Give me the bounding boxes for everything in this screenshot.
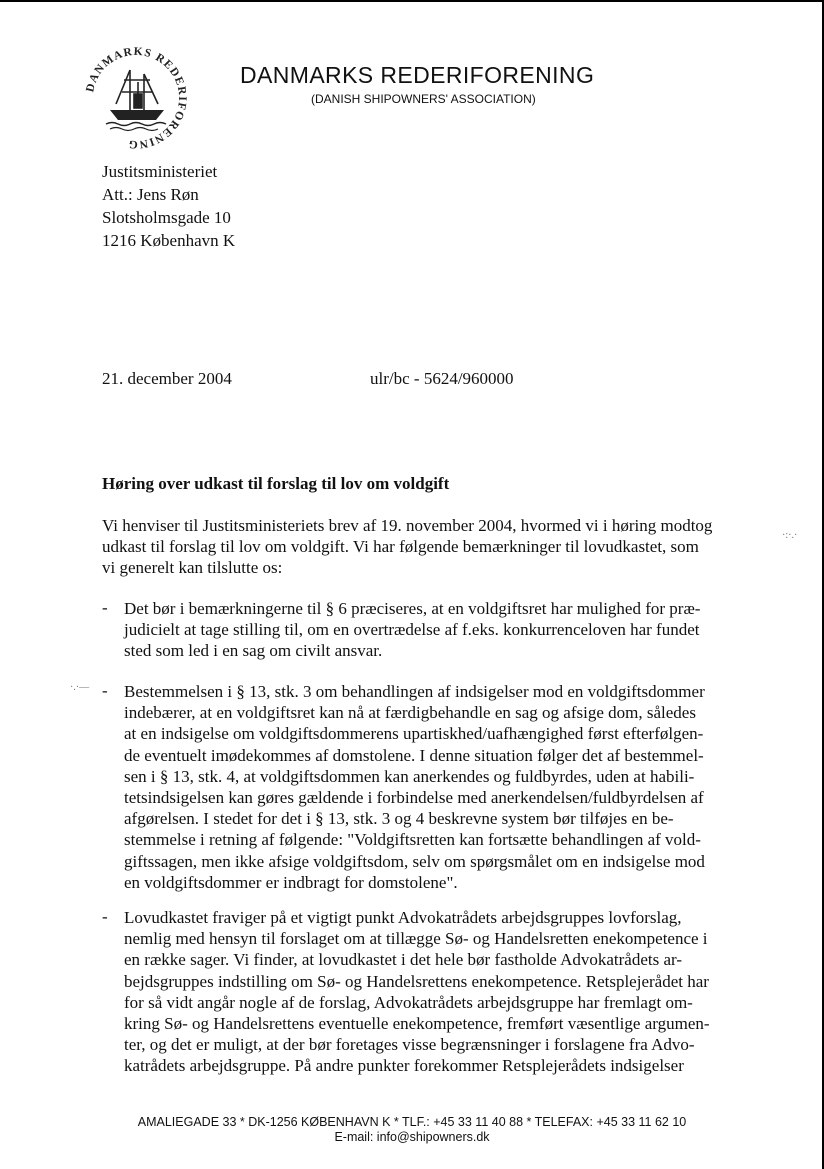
text-line: vi generelt kan tilslutte os:: [102, 558, 283, 578]
footer-email: E-mail: info@shipowners.dk: [334, 1130, 490, 1144]
text-line: Bestemmelsen i § 13, stk. 3 om behandlingen af indsigelser mod en voldgiftsdommer: [124, 682, 705, 701]
text-line: de eventuelt imødekommes af domstolene. I denne situation følger det af bestemmel-: [124, 745, 704, 765]
text-line: Lovudkastet fraviger på et vigtigt punkt Advokatrådets arbejdsgruppes lovforslag,: [124, 908, 682, 927]
organization-name: DANMARKS REDERIFORENING: [240, 62, 595, 88]
text-line: afgørelsen. I stedet for det i § 13, stk. 3 og 4 beskrevne system bør tilføjes en be-: [124, 809, 674, 829]
letter-reference: ulr/bc - 5624/960000: [370, 369, 514, 388]
text-line: indebærer, at en voldgiftsret kan nå at færdigbehandle en sag og afsige dom, således: [124, 703, 696, 723]
bullet-item-1: [124, 598, 764, 662]
bullet-marker: -: [102, 681, 108, 700]
intro-paragraph: [102, 515, 762, 579]
text-line: at en indsigelse om voldgiftsdommerens upartiskhed/uafhængighed først efterfølgen-: [124, 724, 704, 744]
bullet-item-3: [124, 907, 764, 1077]
address-line: Att.: Jens Røn: [102, 185, 199, 204]
address-line: 1216 København K: [102, 231, 236, 250]
text-line: katrådets arbejdsgruppe. På andre punkter forekommer Retsplejerådets indsigelser: [124, 1056, 684, 1076]
recipient-address: [102, 160, 235, 252]
text-line: udkast til forslag til lov om voldgift. Vi har følgende bemærkninger til lovudkastet, som: [102, 537, 699, 557]
text-line: giftssagen, men ikke afsige voldgiftsdom, selv om spørgsmålet om en indsigelse mod: [124, 851, 705, 871]
bullet-marker: -: [102, 598, 108, 617]
text-line: en voldgiftsdommer er indbragt for domstolene".: [124, 872, 458, 892]
scan-artifact: ·.·—: [70, 682, 90, 693]
letter-subject: Høring over udkast til forslag til lov om voldgift: [102, 474, 450, 493]
text-line: sen i § 13, stk. 4, at voldgiftsdommen kan anerkendes og fuldbyrdes, uden at habili-: [124, 766, 695, 786]
text-line: for så vidt angår nogle af de forslag, Advokatrådets arbejdsgruppe har fremlagt om-: [124, 992, 693, 1012]
seal-ring-text: DANMARKS REDERIFORENING: [84, 45, 189, 151]
text-line: sted som led i en sag om civilt ansvar.: [124, 641, 383, 661]
bullet-item-2: [124, 681, 764, 893]
text-line: kring Sø- og Handelsrettens eventuelle enekompetence, fremført væsentlige argumen-: [124, 1014, 710, 1034]
text-line: Vi henviser til Justitsministeriets brev af 19. november 2004, hvormed vi i høring modtog: [102, 516, 713, 535]
scan-artifact: ·:·.·: [782, 530, 798, 541]
organization-subtitle: (DANISH SHIPOWNERS' ASSOCIATION): [311, 92, 536, 106]
bullet-marker: -: [102, 907, 108, 926]
text-line: tetsindsigelsen kan gøres gældende i forbindelse med anerkendelsen/fuldbyrdelsen af: [124, 788, 704, 808]
text-line: ter, og det er muligt, at der bør foretages visse begrænsninger i forslagene fra Advo-: [124, 1035, 695, 1055]
text-line: nemlig med hensyn til forslaget om at tillægge Sø- og Handelsretten enekompetence i: [124, 929, 708, 949]
letter-date: 21. december 2004: [102, 369, 232, 388]
text-line: Det bør i bemærkningerne til § 6 præciseres, at en voldgiftsret har mulighed for præ-: [124, 599, 701, 618]
page-border-top: [0, 0, 824, 2]
address-line: Slotsholmsgade 10: [102, 208, 231, 227]
text-line: judicielt at tage stilling til, om en overtrædelse af f.eks. konkurrenceloven har fundet: [124, 620, 700, 640]
text-line: bejdsgruppes indstilling om Sø- og Handelsrettens enekompetence. Retsplejerådet har: [124, 971, 709, 991]
address-line: Justitsministeriet: [102, 162, 218, 181]
text-line: en række sager. Vi finder, at lovudkastet i det hele bør fastholde Advokatrådets ar-: [124, 950, 683, 970]
footer-address: AMALIEGADE 33 * DK-1256 KØBENHAVN K * TLF.: +45 33 11 40 88 * TELEFAX: +45 33 11 62 10: [137, 1115, 687, 1129]
text-line: stemmelse i retning af følgende: "Voldgiftsretten kan fortsætte behandlingen af vold-: [124, 830, 701, 850]
association-seal-logo: [80, 42, 192, 154]
